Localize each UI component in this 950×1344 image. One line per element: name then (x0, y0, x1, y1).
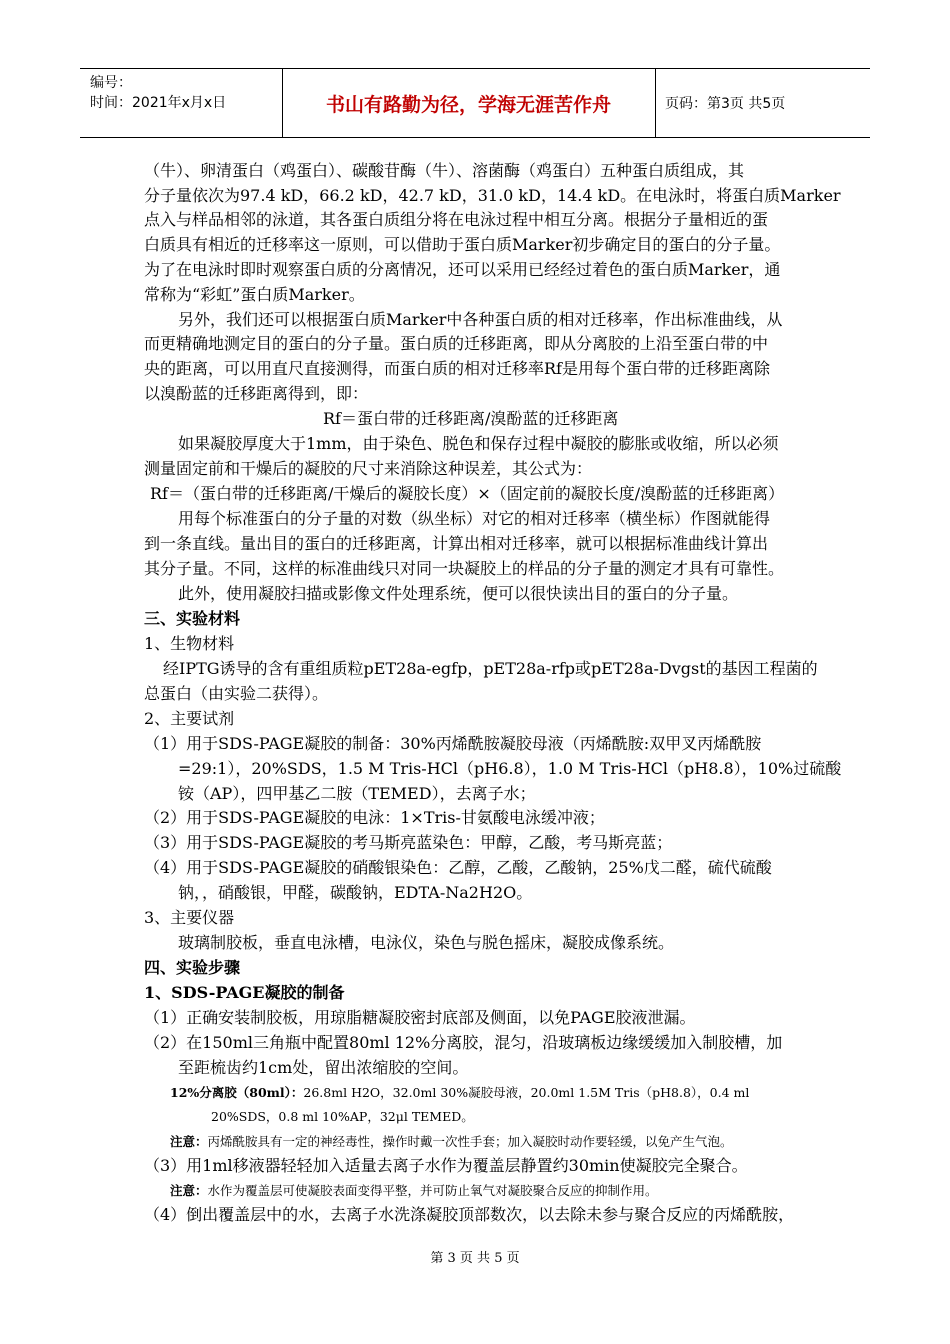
subheading: 1、生物材料 (144, 634, 235, 653)
header-number: 编号： (90, 75, 132, 91)
note-line (170, 1132, 733, 1152)
body-line: 至距梳齿约1cm处，留出浓缩胶的空间。 (178, 1058, 469, 1077)
page-header (80, 68, 870, 138)
body-line: 铵（AP），四甲基乙二胺（TEMED），去离子水； (178, 784, 536, 803)
subheading: 1、SDS-PAGE凝胶的制备 (144, 983, 345, 1002)
body-line: （牛）、卵清蛋白（鸡蛋白）、碳酸苷酶（牛）、溶菌酶（鸡蛋白）五种蛋白质组成，其 (144, 161, 745, 180)
body-line: 如果凝胶厚度大于1mm，由于染色、脱色和保存过程中凝胶的膨胀或收缩，所以必须 (178, 434, 779, 453)
header-page-number: 页码：第3页 共5页 (665, 96, 786, 112)
note-label: 注意： (170, 1183, 208, 1198)
body-line: 经IPTG诱导的含有重组质粒pET28a-egfp，pET28a-rfp或pET28a-Dvgst的基因工程菌的 (163, 659, 818, 678)
subheading: 3、主要仪器 (144, 908, 235, 927)
recipe-line (170, 1083, 749, 1103)
body-line: （4）用于SDS-PAGE凝胶的硝酸银染色：乙醇，乙酸，乙酸钠，25%戊二醛，硫代硫酸 (144, 858, 772, 877)
body-line: （3）用于SDS-PAGE凝胶的考马斯亮蓝染色：甲醇，乙酸，考马斯亮蓝； (144, 833, 673, 852)
note-line (170, 1181, 658, 1201)
body-line: 分子量依次为97.4 kD，66.2 kD，42.7 kD，31.0 kD，14.4 kD。在电泳时，将蛋白质Marker (144, 186, 841, 205)
recipe-text: 26.8ml H2O，32.0ml 30%凝胶母液，20.0ml 1.5M Tris（pH8.8），0.4 ml (303, 1085, 750, 1100)
body-line: 此外，使用凝胶扫描或影像文件处理系统，便可以很快读出目的蛋白的分子量。 (178, 584, 739, 603)
note-text: 水作为覆盖层可使凝胶表面变得平整，并可防止氧气对凝胶聚合反应的抑制作用。 (207, 1183, 658, 1198)
section-heading: 四、实验步骤 (144, 958, 241, 977)
body-line: 以溴酚蓝的迁移距离得到，即： (144, 384, 369, 403)
page-footer: 第 3 页 共 5 页 (430, 1251, 520, 1266)
body-line: 其分子量。不同，这样的标准曲线只对同一块凝胶上的样品的分子量的测定才具有可靠性。 (144, 559, 785, 578)
body-line: 测量固定前和干燥后的凝胶的尺寸来消除这种误差，其公式为： (144, 459, 593, 478)
body-line: 为了在电泳时即时观察蛋白质的分离情况，还可以采用已经经过着色的蛋白质Marker，通 (144, 260, 781, 279)
section-heading: 三、实验材料 (144, 609, 241, 628)
formula-line: Rf＝蛋白带的迁移距离/溴酚蓝的迁移距离 (323, 409, 619, 428)
recipe-label: 12%分离胶（80ml）： (170, 1085, 304, 1100)
body-line: （2）用于SDS-PAGE凝胶的电泳：1×Tris-甘氨酸电泳缓冲液； (144, 808, 605, 827)
body-line: 钠，，硝酸银，甲醛，碳酸钠，EDTA-Na2H2O。 (178, 883, 533, 902)
note-text: 丙烯酰胺具有一定的神经毒性，操作时戴一次性手套；加入凝胶时动作要轻缓，以免产生气泡。 (207, 1134, 733, 1149)
body-line: （1）用于SDS-PAGE凝胶的制备：30%丙烯酰胺凝胶母液（丙烯酰胺:双甲叉丙烯酰胺 (144, 734, 762, 753)
body-line: （4）倒出覆盖层中的水，去离子水洗涤凝胶顶部数次，以去除未参与聚合反应的丙烯酰胺， (144, 1205, 795, 1224)
body-line: 央的距离，可以用直尺直接测得，而蛋白质的相对迁移率Rf是用每个蛋白带的迁移距离除 (144, 359, 770, 378)
body-line: （3）用1ml移液器轻轻加入适量去离子水作为覆盖层静置约30min使凝胶完全聚合。 (144, 1156, 748, 1175)
formula-line: Rf＝（蛋白带的迁移距离/干燥后的凝胶长度）×（固定前的凝胶长度/溴酚蓝的迁移距离） (150, 484, 785, 503)
body-line: 常称为“彩虹”蛋白质Marker。 (144, 285, 365, 304)
body-line: （1）正确安装制胶板，用琼脂糖凝胶密封底部及侧面，以免PAGE胶液泄漏。 (144, 1008, 696, 1027)
recipe-line: 20%SDS，0.8 ml 10%AP，32μl TEMED。 (211, 1109, 474, 1124)
body-line: 玻璃制胶板，垂直电泳槽，电泳仪，染色与脱色摇床，凝胶成像系统。 (178, 933, 675, 952)
body-line: 点入与样品相邻的泳道，其各蛋白质组分将在电泳过程中相互分离。根据分子量相近的蛋 (144, 210, 769, 229)
body-line: =29:1），20%SDS，1.5 M Tris-HCl（pH6.8），1.0 M Tris-HCl（pH8.8），10%过硫酸 (178, 759, 842, 778)
subheading: 2、主要试剂 (144, 709, 235, 728)
body-line: 用每个标准蛋白的分子量的对数（纵坐标）对它的相对迁移率（横坐标）作图就能得 (178, 509, 771, 528)
body-line: 总蛋白（由实验二获得）。 (144, 684, 329, 703)
note-label: 注意： (170, 1134, 208, 1149)
body-line: 而更精确地测定目的蛋白的分子量。蛋白质的迁移距离，即从分离胶的上沿至蛋白带的中 (144, 334, 769, 353)
body-line: （2）在150ml三角瓶中配置80ml 12%分离胶，混匀，沿玻璃板边缘缓缓加入制胶槽，加 (144, 1033, 783, 1052)
header-motto: 书山有路勤为径，学海无涯苦作舟 (325, 93, 611, 116)
header-meta (90, 73, 226, 113)
header-divider (655, 69, 656, 137)
header-date: 时间：2021年x月x日 (90, 95, 227, 111)
body-line: 另外，我们还可以根据蛋白质Marker中各种蛋白质的相对迁移率，作出标准曲线，从 (178, 310, 783, 329)
body-line: 到一条直线。量出目的蛋白的迁移距离，计算出相对迁移率，就可以根据标准曲线计算出 (144, 534, 769, 553)
body-line: 白质具有相近的迁移率这一原则，可以借助于蛋白质Marker初步确定目的蛋白的分子量。 (144, 235, 781, 254)
